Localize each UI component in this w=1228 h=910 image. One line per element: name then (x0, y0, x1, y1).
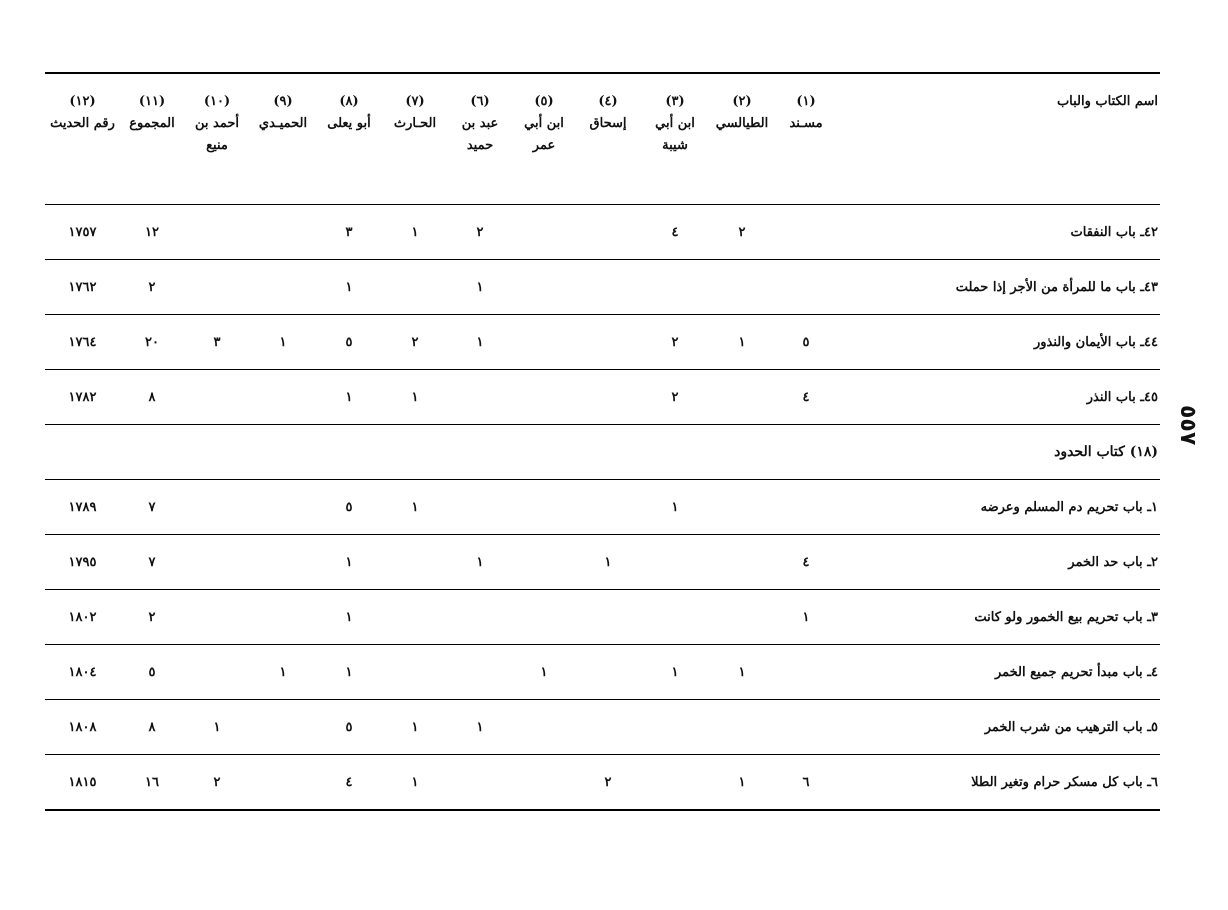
count-cell (250, 480, 316, 535)
section-heading-row (45, 425, 1160, 480)
count-cell: ١ (279, 334, 287, 350)
header-column: (٨) أبو يعلى (327, 94, 371, 131)
count-cell (576, 480, 640, 535)
header-column: (٢) الطيالسي (715, 94, 769, 131)
count-cell (512, 205, 576, 260)
table-row (45, 260, 1160, 315)
count-cell (710, 260, 774, 315)
count-cell (512, 480, 576, 535)
count-cell: ١٧٩٥ (68, 554, 97, 570)
count-cell: ٣ (213, 334, 221, 350)
count-cell (576, 425, 640, 480)
page-number: ٥٥٧ (1175, 405, 1200, 446)
section-title: (١٨) كتاب الحدود (1054, 444, 1158, 460)
table-row (45, 480, 1160, 535)
count-cell: ١ (279, 664, 287, 680)
count-cell (576, 260, 640, 315)
count-cell: ١ (411, 499, 419, 515)
count-cell: ١ (345, 554, 353, 570)
count-cell: ٤ (671, 224, 679, 240)
count-cell: ٦ (802, 774, 810, 790)
chapter-name: ٤٣ـ باب ما للمرأة من الأجر إذا حملت (955, 279, 1158, 295)
count-cell (512, 370, 576, 425)
count-cell: ٤ (345, 774, 353, 790)
count-cell (45, 425, 120, 480)
count-cell (382, 260, 448, 315)
count-cell (448, 370, 512, 425)
count-cell (710, 480, 774, 535)
count-cell (576, 590, 640, 645)
header-column: (٣) ابن أبي شيبة (655, 94, 695, 153)
count-cell (512, 535, 576, 590)
count-cell (640, 590, 710, 645)
count-cell (774, 645, 838, 700)
count-cell (710, 425, 774, 480)
count-cell (512, 700, 576, 755)
table-row (45, 700, 1160, 755)
count-cell: ١ (738, 664, 746, 680)
count-cell (382, 590, 448, 645)
count-cell (250, 755, 316, 811)
count-cell: ١ (738, 774, 746, 790)
count-cell (382, 425, 448, 480)
header-column: (٦) عبد بن حميد (461, 94, 499, 153)
count-cell (120, 425, 184, 480)
header-column: (٥) ابن أبي عمر (524, 94, 564, 153)
count-cell (250, 425, 316, 480)
header-column: (١) مسـند (789, 94, 823, 131)
count-cell: ٢ (476, 224, 484, 240)
chapter-name: ٤٢ـ باب النفقات (1070, 224, 1158, 240)
count-cell: ٢ (411, 334, 419, 350)
count-cell: ١٢ (145, 224, 159, 240)
count-cell (184, 370, 250, 425)
chapter-name: ٤ـ باب مبدأ تحريم جميع الخمر (994, 664, 1158, 680)
count-cell: ١ (213, 719, 221, 735)
count-cell: ١ (738, 334, 746, 350)
count-cell (710, 370, 774, 425)
table-row (45, 535, 1160, 590)
count-cell (640, 755, 710, 811)
count-cell: ١٨٠٨ (68, 719, 97, 735)
count-cell: ١ (411, 774, 419, 790)
chapter-name: ٤٥ـ باب النذر (1086, 389, 1158, 405)
count-cell: ١٨٠٢ (68, 609, 97, 625)
count-cell (576, 370, 640, 425)
count-cell: ١ (411, 224, 419, 240)
count-cell (250, 370, 316, 425)
header-column: (٩) الحميـدي (258, 94, 308, 131)
count-cell (512, 315, 576, 370)
count-cell: ٢ (671, 334, 679, 350)
count-cell (250, 535, 316, 590)
count-cell: ١٧٨٩ (68, 499, 97, 515)
count-cell (382, 535, 448, 590)
count-cell: ١ (345, 664, 353, 680)
count-cell: ٥ (345, 334, 353, 350)
count-cell: ١٧٦٢ (68, 279, 97, 295)
count-cell: ١٧٨٢ (68, 389, 97, 405)
count-cell: ١ (345, 609, 353, 625)
count-cell (448, 755, 512, 811)
count-cell (184, 480, 250, 535)
count-cell (512, 260, 576, 315)
count-cell: ١٨١٥ (68, 774, 97, 790)
count-cell (774, 700, 838, 755)
hadith-count-table (45, 72, 1160, 811)
count-cell (512, 755, 576, 811)
count-cell (774, 425, 838, 480)
header-book-chapter: اسم الكتاب والباب (1056, 94, 1158, 109)
count-cell: ٢٠ (145, 334, 159, 350)
count-cell: ١ (345, 279, 353, 295)
header-row (45, 73, 1160, 205)
count-cell (640, 700, 710, 755)
count-cell (774, 480, 838, 535)
count-cell (448, 645, 512, 700)
table-row (45, 755, 1160, 811)
count-cell: ٨ (148, 719, 156, 735)
count-cell: ٣ (345, 224, 353, 240)
header-column: (٤) إسحاق (589, 94, 627, 131)
count-cell: ١ (476, 279, 484, 295)
header-column: (١١) المجموع (129, 94, 175, 131)
count-cell (250, 260, 316, 315)
count-cell (710, 590, 774, 645)
count-cell: ١ (540, 664, 548, 680)
count-cell (448, 590, 512, 645)
chapter-name: ٥ـ باب الترهيب من شرب الخمر (984, 719, 1158, 735)
chapter-name: ٢ـ باب حد الخمر (1068, 554, 1158, 570)
count-cell (184, 425, 250, 480)
count-cell: ٢ (738, 224, 746, 240)
table-row (45, 645, 1160, 700)
count-cell: ١ (476, 554, 484, 570)
count-cell (184, 205, 250, 260)
count-cell: ١٧٥٧ (68, 224, 97, 240)
table-row (45, 205, 1160, 260)
count-cell (640, 535, 710, 590)
count-cell: ١٧٦٤ (68, 334, 97, 350)
count-cell (184, 590, 250, 645)
count-cell (774, 205, 838, 260)
count-cell: ١٨٠٤ (68, 664, 97, 680)
count-cell: ٢ (148, 279, 156, 295)
count-cell (382, 645, 448, 700)
count-cell: ٢ (604, 774, 612, 790)
count-cell (710, 700, 774, 755)
table-row (45, 370, 1160, 425)
count-cell (512, 425, 576, 480)
count-cell (576, 700, 640, 755)
count-cell: ٧ (148, 499, 156, 515)
count-cell (316, 425, 382, 480)
count-cell (576, 205, 640, 260)
chapter-name: ١ـ باب تحريم دم المسلم وعرضه (980, 499, 1158, 515)
count-cell: ٥ (802, 334, 810, 350)
header-column: (١٠) أحمد بن منيع (194, 94, 240, 153)
count-cell: ١ (604, 554, 612, 570)
count-cell: ٨ (148, 389, 156, 405)
chapter-name: ٦ـ باب كل مسكر حرام وتغير الطلا (971, 774, 1158, 790)
count-cell: ١ (476, 719, 484, 735)
count-cell (184, 535, 250, 590)
count-cell (250, 700, 316, 755)
table-body (45, 205, 1160, 811)
count-cell: ٤ (802, 389, 810, 405)
table-row (45, 315, 1160, 370)
count-cell: ١ (411, 389, 419, 405)
count-cell (640, 425, 710, 480)
chapter-name: ٤٤ـ باب الأيمان والنذور (1034, 334, 1158, 350)
header-column: (٧) الحـارث (393, 94, 437, 131)
count-cell (576, 645, 640, 700)
count-cell (512, 590, 576, 645)
count-cell (448, 480, 512, 535)
count-cell: ١ (345, 389, 353, 405)
count-cell: ٤ (802, 554, 810, 570)
count-cell: ٧ (148, 554, 156, 570)
count-cell: ١ (802, 609, 810, 625)
count-cell: ٢ (213, 774, 221, 790)
table-row (45, 590, 1160, 645)
count-cell: ١٦ (145, 774, 159, 790)
chapter-name: ٣ـ باب تحريم بيع الخمور ولو كانت (974, 609, 1158, 625)
count-cell: ١ (411, 719, 419, 735)
count-cell: ٥ (345, 719, 353, 735)
count-cell: ١ (671, 499, 679, 515)
count-cell (576, 315, 640, 370)
count-cell (184, 260, 250, 315)
count-cell: ١ (476, 334, 484, 350)
count-cell: ٥ (148, 664, 156, 680)
count-cell: ٥ (345, 499, 353, 515)
count-cell (640, 260, 710, 315)
count-cell (250, 205, 316, 260)
count-cell: ٢ (148, 609, 156, 625)
count-cell (710, 535, 774, 590)
count-cell: ١ (671, 664, 679, 680)
count-cell (774, 260, 838, 315)
header-column: (١٢) رقم الحديث (50, 94, 115, 131)
count-cell (184, 645, 250, 700)
count-cell: ٢ (671, 389, 679, 405)
count-cell (448, 425, 512, 480)
count-cell (250, 590, 316, 645)
